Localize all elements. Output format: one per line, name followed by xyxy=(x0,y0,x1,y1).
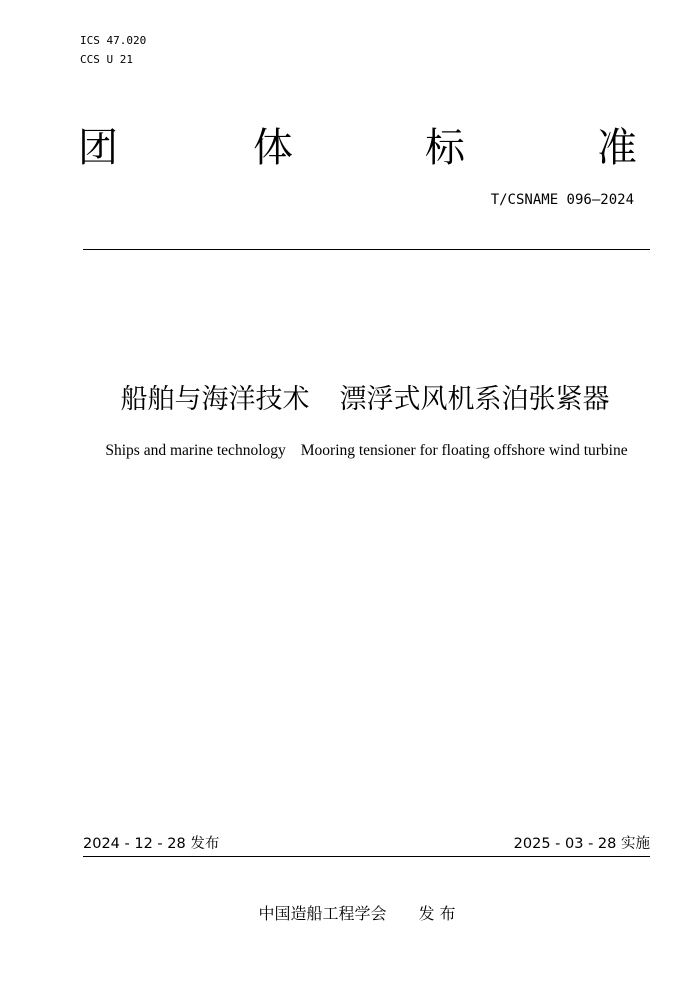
standard-number: T/CSNAME 096—2024 xyxy=(490,192,634,208)
bottom-divider xyxy=(83,856,650,857)
ccs-code: CCS U 21 xyxy=(80,53,133,66)
standard-type-char-2: 体 xyxy=(253,125,293,171)
title-english-part1: Ships and marine technology xyxy=(105,442,286,459)
publisher-action: 发 布 xyxy=(418,904,456,923)
implementation-date: 2025 - 03 - 28 实施 xyxy=(513,836,650,852)
publisher-line xyxy=(0,903,700,925)
title-chinese xyxy=(0,380,700,420)
ics-code: ICS 47.020 xyxy=(80,34,147,47)
publish-date: 2024 - 12 - 28 发布 xyxy=(83,836,220,852)
publisher-name: 中国造船工程学会 xyxy=(258,904,387,923)
title-english-part2: Mooring tensioner for floating offshore wind turbine xyxy=(300,442,628,459)
standard-type-char-1: 团 xyxy=(78,125,118,171)
title-chinese-part1: 船舶与海洋技术 xyxy=(120,384,310,415)
standard-type-char-4: 准 xyxy=(597,125,637,171)
title-chinese-part2: 漂浮式风机系泊张紧器 xyxy=(339,384,610,415)
top-divider xyxy=(83,249,650,250)
standard-type-char-3: 标 xyxy=(425,125,465,171)
title-english xyxy=(0,441,700,461)
